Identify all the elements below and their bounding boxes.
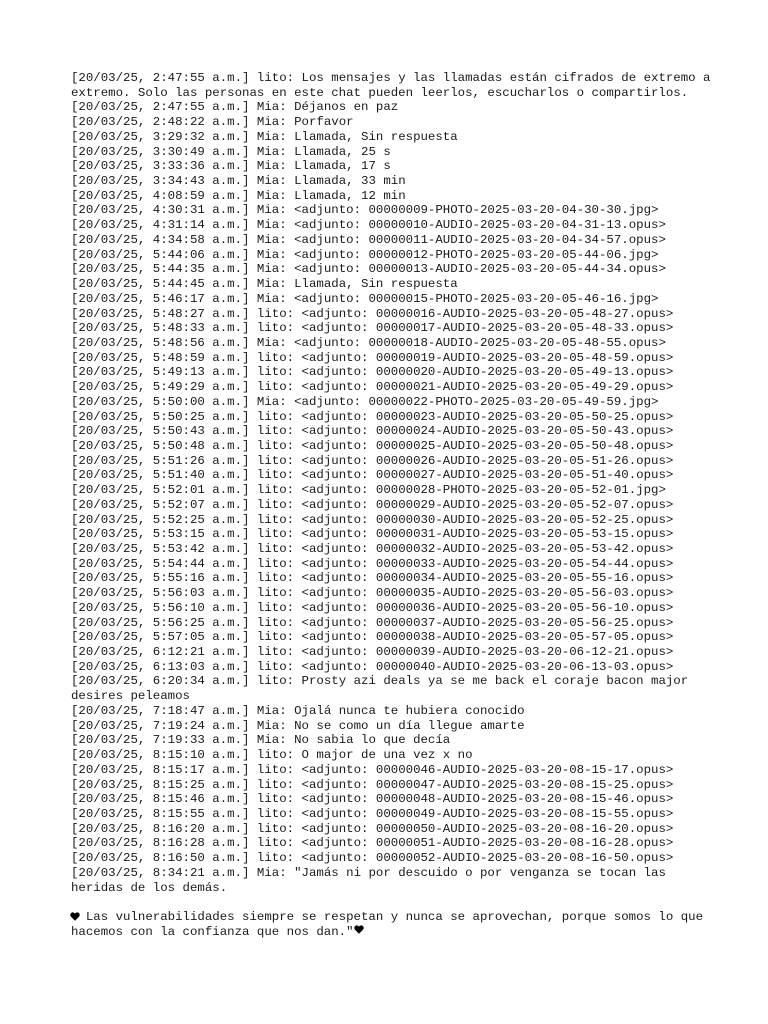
heart-icon <box>354 925 364 935</box>
message-timestamp: [20/03/25, 8:15:17 a.m.] <box>71 762 250 777</box>
chat-message-line: [20/03/25, 5:48:56 a.m.] Mia: <adjunto: 00000018-AUDIO-2025-03-20-05-48-55.opus> <box>71 335 666 350</box>
chat-message-line: [20/03/25, 5:46:17 a.m.] Mia: <adjunto: 00000015-PHOTO-2025-03-20-05-46-16.jpg> <box>71 291 659 306</box>
message-sender: Mia <box>256 159 280 174</box>
message-sender: lito <box>256 762 287 777</box>
chat-message-line: [20/03/25, 5:44:35 a.m.] Mia: <adjunto: 00000013-AUDIO-2025-03-20-05-44-34.opus> <box>71 262 666 277</box>
message-timestamp: [20/03/25, 2:47:55 a.m.] <box>71 100 250 115</box>
message-sender: Mia <box>256 262 280 277</box>
chat-message-line: [20/03/25, 2:48:22 a.m.] Mia: Porfavor <box>71 115 354 130</box>
message-timestamp: [20/03/25, 4:34:58 a.m.] <box>71 232 250 247</box>
message-timestamp: [20/03/25, 4:30:31 a.m.] <box>71 203 250 218</box>
message-sender: Mia <box>256 703 280 718</box>
message-sender: lito <box>256 71 287 85</box>
heart-icon <box>70 912 80 922</box>
message-timestamp: [20/03/25, 7:19:33 a.m.] <box>71 733 250 748</box>
message-sender: Mia <box>256 291 280 306</box>
message-text: Llamada, 25 s <box>294 144 391 159</box>
message-timestamp: [20/03/25, 3:34:43 a.m.] <box>71 174 250 189</box>
message-text: <adjunto: 00000032-AUDIO-2025-03-20-05-53-42.opus> <box>301 542 674 556</box>
message-text: <adjunto: 00000033-AUDIO-2025-03-20-05-54-44.opus> <box>301 556 674 571</box>
chat-message-line: [20/03/25, 4:34:58 a.m.] Mia: <adjunto: 00000011-AUDIO-2025-03-20-04-34-57.opus> <box>71 232 666 247</box>
message-timestamp: [20/03/25, 5:49:29 a.m.] <box>71 380 250 395</box>
message-text: <adjunto: 00000036-AUDIO-2025-03-20-05-56-10.opus> <box>301 600 674 615</box>
chat-export-document <box>71 71 718 939</box>
message-sender: Mia <box>256 335 280 350</box>
chat-message-line: [20/03/25, 5:49:13 a.m.] lito: <adjunto: 00000020-AUDIO-2025-03-20-05-49-13.opus> <box>71 365 674 380</box>
message-timestamp: [20/03/25, 5:50:43 a.m.] <box>71 424 250 439</box>
message-sender: lito <box>256 748 287 763</box>
chat-message-line: [20/03/25, 7:19:33 a.m.] Mia: No sabia lo que decía <box>71 733 451 748</box>
chat-message-line: [20/03/25, 8:15:17 a.m.] lito: <adjunto: 00000046-AUDIO-2025-03-20-08-15-17.opus> <box>71 762 674 777</box>
chat-message-line: [20/03/25, 5:57:05 a.m.] lito: <adjunto: 00000038-AUDIO-2025-03-20-05-57-05.opus> <box>71 630 674 645</box>
message-text: Llamada, 17 s <box>294 159 391 174</box>
message-timestamp: [20/03/25, 5:56:10 a.m.] <box>71 600 250 615</box>
message-text: Ojalá nunca te hubiera conocido <box>294 703 525 718</box>
message-timestamp: [20/03/25, 8:15:10 a.m.] <box>71 748 250 763</box>
chat-message-line: [20/03/25, 5:48:33 a.m.] lito: <adjunto: 00000017-AUDIO-2025-03-20-05-48-33.opus> <box>71 321 674 336</box>
message-timestamp: [20/03/25, 8:15:25 a.m.] <box>71 777 250 792</box>
chat-message-line: [20/03/25, 5:50:00 a.m.] Mia: <adjunto: 00000022-PHOTO-2025-03-20-05-49-59.jpg> <box>71 394 659 409</box>
message-text: O major de una vez x no <box>301 748 473 763</box>
message-text: <adjunto: 00000037-AUDIO-2025-03-20-05-56-25.opus> <box>301 615 674 630</box>
message-text: No se como un día llegue amarte <box>294 718 525 733</box>
message-sender: lito <box>256 630 287 645</box>
message-sender: Mia <box>256 865 280 880</box>
message-text: <adjunto: 00000047-AUDIO-2025-03-20-08-15-25.opus> <box>301 777 674 792</box>
message-text: <adjunto: 00000012-PHOTO-2025-03-20-05-44-06.jpg> <box>294 247 659 262</box>
message-sender: lito <box>256 468 287 483</box>
chat-message-line: [20/03/25, 5:51:40 a.m.] lito: <adjunto: 00000027-AUDIO-2025-03-20-05-51-40.opus> <box>71 468 674 483</box>
message-text: <adjunto: 00000020-AUDIO-2025-03-20-05-49-13.opus> <box>301 365 674 380</box>
chat-message-line: [20/03/25, 3:34:43 a.m.] Mia: Llamada, 33 min <box>71 174 406 189</box>
chat-message-line: [20/03/25, 5:50:48 a.m.] lito: <adjunto: 00000025-AUDIO-2025-03-20-05-50-48.opus> <box>71 438 674 453</box>
message-timestamp: [20/03/25, 5:44:06 a.m.] <box>71 247 250 262</box>
message-text: <adjunto: 00000013-AUDIO-2025-03-20-05-44-34.opus> <box>294 262 666 277</box>
message-timestamp: [20/03/25, 5:56:25 a.m.] <box>71 615 250 630</box>
message-text: <adjunto: 00000018-AUDIO-2025-03-20-05-48-55.opus> <box>294 335 666 350</box>
chat-message-line: [20/03/25, 5:52:01 a.m.] lito: <adjunto: 00000028-PHOTO-2025-03-20-05-52-01.jpg> <box>71 483 666 498</box>
chat-message-line: [20/03/25, 6:20:34 a.m.] lito: Prosty azi deals ya se me back el coraje bacon major desires peleamos <box>71 674 696 704</box>
chat-message-line: [20/03/25, 4:30:31 a.m.] Mia: <adjunto: 00000009-PHOTO-2025-03-20-04-30-30.jpg> <box>71 203 659 218</box>
message-timestamp: [20/03/25, 4:31:14 a.m.] <box>71 218 250 233</box>
message-sender: lito <box>256 806 287 821</box>
message-timestamp: [20/03/25, 7:18:47 a.m.] <box>71 703 250 718</box>
chat-message-line: [20/03/25, 5:44:06 a.m.] Mia: <adjunto: 00000012-PHOTO-2025-03-20-05-44-06.jpg> <box>71 247 659 262</box>
message-text: Llamada, 12 min <box>294 188 406 203</box>
message-sender: lito <box>256 527 287 542</box>
chat-message-line: [20/03/25, 5:48:27 a.m.] lito: <adjunto: 00000016-AUDIO-2025-03-20-05-48-27.opus> <box>71 306 674 321</box>
message-text: <adjunto: 00000034-AUDIO-2025-03-20-05-55-16.opus> <box>301 571 674 586</box>
chat-message-line: [20/03/25, 8:16:28 a.m.] lito: <adjunto: 00000051-AUDIO-2025-03-20-08-16-28.opus> <box>71 836 674 851</box>
message-text: <adjunto: 00000009-PHOTO-2025-03-20-04-30-30.jpg> <box>294 203 659 218</box>
message-sender: lito <box>256 365 287 380</box>
chat-message-line: [20/03/25, 5:44:45 a.m.] Mia: Llamada, Sin respuesta <box>71 277 458 292</box>
chat-message-line: [20/03/25, 5:56:03 a.m.] lito: <adjunto: 00000035-AUDIO-2025-03-20-05-56-03.opus> <box>71 586 674 601</box>
message-timestamp: [20/03/25, 5:50:25 a.m.] <box>71 409 250 424</box>
closing-message-text: Las vulnerabilidades siempre se respetan y nunca se aprovechan, porque somos lo que hacemos con la confianza que nos dan." <box>71 909 711 939</box>
message-sender: Mia <box>256 718 280 733</box>
message-text: <adjunto: 00000016-AUDIO-2025-03-20-05-48-27.opus> <box>301 306 674 321</box>
chat-message-line: [20/03/25, 2:47:55 a.m.] Mia: Déjanos en paz <box>71 100 399 115</box>
message-timestamp: [20/03/25, 6:13:03 a.m.] <box>71 659 250 674</box>
message-timestamp: [20/03/25, 5:48:33 a.m.] <box>71 321 250 336</box>
message-text: Prosty azi deals ya se me back el coraje bacon major desires peleamos <box>71 674 696 704</box>
chat-message-line: [20/03/25, 8:16:50 a.m.] lito: <adjunto: 00000052-AUDIO-2025-03-20-08-16-50.opus> <box>71 851 674 866</box>
message-timestamp: [20/03/25, 5:56:03 a.m.] <box>71 586 250 601</box>
chat-message-line: [20/03/25, 6:13:03 a.m.] lito: <adjunto: 00000040-AUDIO-2025-03-20-06-13-03.opus> <box>71 659 674 674</box>
message-timestamp: [20/03/25, 5:53:15 a.m.] <box>71 527 250 542</box>
chat-message-line: [20/03/25, 5:50:25 a.m.] lito: <adjunto: 00000023-AUDIO-2025-03-20-05-50-25.opus> <box>71 409 674 424</box>
chat-message-line: [20/03/25, 5:52:07 a.m.] lito: <adjunto: 00000029-AUDIO-2025-03-20-05-52-07.opus> <box>71 497 674 512</box>
message-sender: lito <box>256 483 287 498</box>
message-text: <adjunto: 00000031-AUDIO-2025-03-20-05-53-15.opus> <box>301 527 674 542</box>
message-timestamp: [20/03/25, 5:52:25 a.m.] <box>71 512 250 527</box>
message-sender: Mia <box>256 394 280 409</box>
message-sender: lito <box>256 453 287 468</box>
message-sender: Mia <box>256 218 280 233</box>
message-sender: lito <box>256 586 287 601</box>
message-text: Llamada, Sin respuesta <box>294 277 458 292</box>
chat-message-line: [20/03/25, 8:15:10 a.m.] lito: O major de una vez x no <box>71 748 473 763</box>
message-timestamp: [20/03/25, 5:51:40 a.m.] <box>71 468 250 483</box>
chat-message-line: [20/03/25, 3:30:49 a.m.] Mia: Llamada, 25 s <box>71 144 391 159</box>
message-sender: Mia <box>256 733 280 748</box>
message-sender: lito <box>256 615 287 630</box>
message-sender: lito <box>256 645 287 660</box>
message-text: Llamada, Sin respuesta <box>294 129 458 144</box>
message-sender: lito <box>256 556 287 571</box>
message-timestamp: [20/03/25, 6:20:34 a.m.] <box>71 674 250 689</box>
message-text: <adjunto: 00000040-AUDIO-2025-03-20-06-13-03.opus> <box>301 659 674 674</box>
message-sender: Mia <box>256 203 280 218</box>
message-sender: Mia <box>256 277 280 292</box>
message-timestamp: [20/03/25, 8:15:55 a.m.] <box>71 806 250 821</box>
message-sender: Mia <box>256 144 280 159</box>
chat-message-line: [20/03/25, 5:50:43 a.m.] lito: <adjunto: 00000024-AUDIO-2025-03-20-05-50-43.opus> <box>71 424 674 439</box>
chat-message-line: [20/03/25, 5:48:59 a.m.] lito: <adjunto: 00000019-AUDIO-2025-03-20-05-48-59.opus> <box>71 350 674 365</box>
message-timestamp: [20/03/25, 5:50:00 a.m.] <box>71 394 250 409</box>
closing-message-line <box>71 895 711 939</box>
message-text: <adjunto: 00000022-PHOTO-2025-03-20-05-49-59.jpg> <box>294 394 659 409</box>
chat-message-line: [20/03/25, 8:15:46 a.m.] lito: <adjunto: 00000048-AUDIO-2025-03-20-08-15-46.opus> <box>71 792 674 807</box>
message-sender: lito <box>256 438 287 453</box>
message-text: <adjunto: 00000039-AUDIO-2025-03-20-06-12-21.opus> <box>301 645 674 660</box>
message-text: <adjunto: 00000050-AUDIO-2025-03-20-08-16-20.opus> <box>301 821 674 836</box>
chat-message-line: [20/03/25, 4:08:59 a.m.] Mia: Llamada, 12 min <box>71 188 406 203</box>
message-timestamp: [20/03/25, 5:54:44 a.m.] <box>71 556 250 571</box>
message-sender: Mia <box>256 129 280 144</box>
message-sender: lito <box>256 836 287 851</box>
message-sender: lito <box>256 497 287 512</box>
message-timestamp: [20/03/25, 8:16:20 a.m.] <box>71 821 250 836</box>
message-timestamp: [20/03/25, 2:47:55 a.m.] <box>71 71 250 85</box>
message-timestamp: [20/03/25, 4:08:59 a.m.] <box>71 188 250 203</box>
message-sender: Mia <box>256 100 280 115</box>
message-timestamp: [20/03/25, 5:48:27 a.m.] <box>71 306 250 321</box>
message-timestamp: [20/03/25, 8:16:50 a.m.] <box>71 851 250 866</box>
message-timestamp: [20/03/25, 5:52:07 a.m.] <box>71 497 250 512</box>
message-text: <adjunto: 00000051-AUDIO-2025-03-20-08-16-28.opus> <box>301 836 674 851</box>
message-text: <adjunto: 00000025-AUDIO-2025-03-20-05-50-48.opus> <box>301 438 674 453</box>
message-sender: lito <box>256 571 287 586</box>
message-text: <adjunto: 00000049-AUDIO-2025-03-20-08-15-55.opus> <box>301 806 674 821</box>
chat-message-line: [20/03/25, 6:12:21 a.m.] lito: <adjunto: 00000039-AUDIO-2025-03-20-06-12-21.opus> <box>71 645 674 660</box>
message-text: Los mensajes y las llamadas están cifrados de extremo a extremo. Solo las personas en este chat pueden leerlos, escucharlos o compartirlos. <box>71 71 718 100</box>
message-text: <adjunto: 00000028-PHOTO-2025-03-20-05-52-01.jpg> <box>301 483 666 498</box>
chat-message-line: [20/03/25, 5:51:26 a.m.] lito: <adjunto: 00000026-AUDIO-2025-03-20-05-51-26.opus> <box>71 453 674 468</box>
message-sender: Mia <box>256 115 280 130</box>
chat-message-line: [20/03/25, 5:54:44 a.m.] lito: <adjunto: 00000033-AUDIO-2025-03-20-05-54-44.opus> <box>71 556 674 571</box>
message-timestamp: [20/03/25, 8:16:28 a.m.] <box>71 836 250 851</box>
message-sender: lito <box>256 424 287 439</box>
message-sender: lito <box>256 542 287 556</box>
chat-message-line: [20/03/25, 7:19:24 a.m.] Mia: No se como un día llegue amarte <box>71 718 525 733</box>
message-timestamp: [20/03/25, 7:19:24 a.m.] <box>71 718 250 733</box>
message-text: <adjunto: 00000038-AUDIO-2025-03-20-05-57-05.opus> <box>301 630 674 645</box>
message-text: <adjunto: 00000019-AUDIO-2025-03-20-05-48-59.opus> <box>301 350 674 365</box>
chat-message-line: [20/03/25, 5:55:16 a.m.] lito: <adjunto: 00000034-AUDIO-2025-03-20-05-55-16.opus> <box>71 571 674 586</box>
chat-message-line: [20/03/25, 7:18:47 a.m.] Mia: Ojalá nunca te hubiera conocido <box>71 703 525 718</box>
chat-message-line: [20/03/25, 5:56:10 a.m.] lito: <adjunto: 00000036-AUDIO-2025-03-20-05-56-10.opus> <box>71 600 674 615</box>
message-text: <adjunto: 00000015-PHOTO-2025-03-20-05-46-16.jpg> <box>294 291 659 306</box>
chat-message-line: [20/03/25, 2:47:55 a.m.] lito: Los mensajes y las llamadas están cifrados de extremo a extremo. Solo las personas en este chat pueden leerlos, escucharlos o compartirlos. <box>71 71 718 100</box>
message-text: <adjunto: 00000048-AUDIO-2025-03-20-08-15-46.opus> <box>301 792 674 807</box>
message-sender: lito <box>256 350 287 365</box>
message-text: <adjunto: 00000029-AUDIO-2025-03-20-05-52-07.opus> <box>301 497 674 512</box>
message-sender: Mia <box>256 247 280 262</box>
message-timestamp: [20/03/25, 5:44:35 a.m.] <box>71 262 250 277</box>
message-timestamp: [20/03/25, 5:48:59 a.m.] <box>71 350 250 365</box>
message-timestamp: [20/03/25, 5:52:01 a.m.] <box>71 483 250 498</box>
chat-message-line: [20/03/25, 3:33:36 a.m.] Mia: Llamada, 17 s <box>71 159 391 174</box>
chat-message-line: [20/03/25, 5:53:42 a.m.] lito: <adjunto: 00000032-AUDIO-2025-03-20-05-53-42.opus> <box>71 542 674 556</box>
message-text: <adjunto: 00000024-AUDIO-2025-03-20-05-50-43.opus> <box>301 424 674 439</box>
message-text: <adjunto: 00000052-AUDIO-2025-03-20-08-16-50.opus> <box>301 851 674 866</box>
message-text: <adjunto: 00000010-AUDIO-2025-03-20-04-31-13.opus> <box>294 218 666 233</box>
message-sender: lito <box>256 821 287 836</box>
message-sender: lito <box>256 777 287 792</box>
message-text: "Jamás ni por descuido o por venganza se tocan las heridas de los demás. <box>71 865 674 895</box>
message-timestamp: [20/03/25, 3:29:32 a.m.] <box>71 129 250 144</box>
chat-message-line: [20/03/25, 3:29:32 a.m.] Mia: Llamada, Sin respuesta <box>71 129 458 144</box>
message-sender: lito <box>256 674 287 689</box>
chat-message-line: [20/03/25, 5:56:25 a.m.] lito: <adjunto: 00000037-AUDIO-2025-03-20-05-56-25.opus> <box>71 615 674 630</box>
message-sender: Mia <box>256 174 280 189</box>
message-timestamp: [20/03/25, 5:44:45 a.m.] <box>71 277 250 292</box>
message-sender: lito <box>256 380 287 395</box>
message-sender: lito <box>256 306 287 321</box>
chat-message-line: [20/03/25, 8:16:20 a.m.] lito: <adjunto: 00000050-AUDIO-2025-03-20-08-16-20.opus> <box>71 821 674 836</box>
message-text: <adjunto: 00000023-AUDIO-2025-03-20-05-50-25.opus> <box>301 409 674 424</box>
message-timestamp: [20/03/25, 5:55:16 a.m.] <box>71 571 250 586</box>
message-text: <adjunto: 00000017-AUDIO-2025-03-20-05-48-33.opus> <box>301 321 674 336</box>
message-timestamp: [20/03/25, 5:51:26 a.m.] <box>71 453 250 468</box>
chat-message-line: [20/03/25, 8:15:25 a.m.] lito: <adjunto: 00000047-AUDIO-2025-03-20-08-15-25.opus> <box>71 777 674 792</box>
message-timestamp: [20/03/25, 3:33:36 a.m.] <box>71 159 250 174</box>
message-text: <adjunto: 00000030-AUDIO-2025-03-20-05-52-25.opus> <box>301 512 674 527</box>
message-timestamp: [20/03/25, 8:34:21 a.m.] <box>71 865 250 880</box>
chat-message-line: [20/03/25, 8:34:21 a.m.] Mia: "Jamás ni por descuido o por venganza se tocan las heridas de los demás. <box>71 865 674 895</box>
message-sender: lito <box>256 851 287 866</box>
message-text: No sabia lo que decía <box>294 733 451 748</box>
message-text: <adjunto: 00000026-AUDIO-2025-03-20-05-51-26.opus> <box>301 453 674 468</box>
message-timestamp: [20/03/25, 3:30:49 a.m.] <box>71 144 250 159</box>
chat-message-line: [20/03/25, 4:31:14 a.m.] Mia: <adjunto: 00000010-AUDIO-2025-03-20-04-31-13.opus> <box>71 218 666 233</box>
message-sender: Mia <box>256 232 280 247</box>
chat-message-line: [20/03/25, 5:49:29 a.m.] lito: <adjunto: 00000021-AUDIO-2025-03-20-05-49-29.opus> <box>71 380 674 395</box>
message-timestamp: [20/03/25, 5:53:42 a.m.] <box>71 542 250 556</box>
message-timestamp: [20/03/25, 5:57:05 a.m.] <box>71 630 250 645</box>
message-text: <adjunto: 00000027-AUDIO-2025-03-20-05-51-40.opus> <box>301 468 674 483</box>
chat-message-line: [20/03/25, 5:52:25 a.m.] lito: <adjunto: 00000030-AUDIO-2025-03-20-05-52-25.opus> <box>71 512 674 527</box>
message-timestamp: [20/03/25, 5:48:56 a.m.] <box>71 335 250 350</box>
message-timestamp: [20/03/25, 6:12:21 a.m.] <box>71 645 250 660</box>
message-text: Déjanos en paz <box>294 100 399 115</box>
message-timestamp: [20/03/25, 5:46:17 a.m.] <box>71 291 250 306</box>
message-sender: lito <box>256 659 287 674</box>
message-text: Porfavor <box>294 115 354 130</box>
chat-message-line: [20/03/25, 5:53:15 a.m.] lito: <adjunto: 00000031-AUDIO-2025-03-20-05-53-15.opus> <box>71 527 674 542</box>
message-text: <adjunto: 00000011-AUDIO-2025-03-20-04-34-57.opus> <box>294 232 666 247</box>
message-sender: lito <box>256 321 287 336</box>
message-text: <adjunto: 00000046-AUDIO-2025-03-20-08-15-17.opus> <box>301 762 674 777</box>
message-sender: lito <box>256 600 287 615</box>
message-text: <adjunto: 00000035-AUDIO-2025-03-20-05-56-03.opus> <box>301 586 674 601</box>
message-sender: lito <box>256 512 287 527</box>
message-sender: lito <box>256 792 287 807</box>
message-timestamp: [20/03/25, 2:48:22 a.m.] <box>71 115 250 130</box>
message-text: <adjunto: 00000021-AUDIO-2025-03-20-05-49-29.opus> <box>301 380 674 395</box>
message-timestamp: [20/03/25, 8:15:46 a.m.] <box>71 792 250 807</box>
message-timestamp: [20/03/25, 5:50:48 a.m.] <box>71 438 250 453</box>
message-timestamp: [20/03/25, 5:49:13 a.m.] <box>71 365 250 380</box>
chat-message-line: [20/03/25, 8:15:55 a.m.] lito: <adjunto: 00000049-AUDIO-2025-03-20-08-15-55.opus> <box>71 806 674 821</box>
message-text: Llamada, 33 min <box>294 174 406 189</box>
message-sender: Mia <box>256 188 280 203</box>
message-sender: lito <box>256 409 287 424</box>
